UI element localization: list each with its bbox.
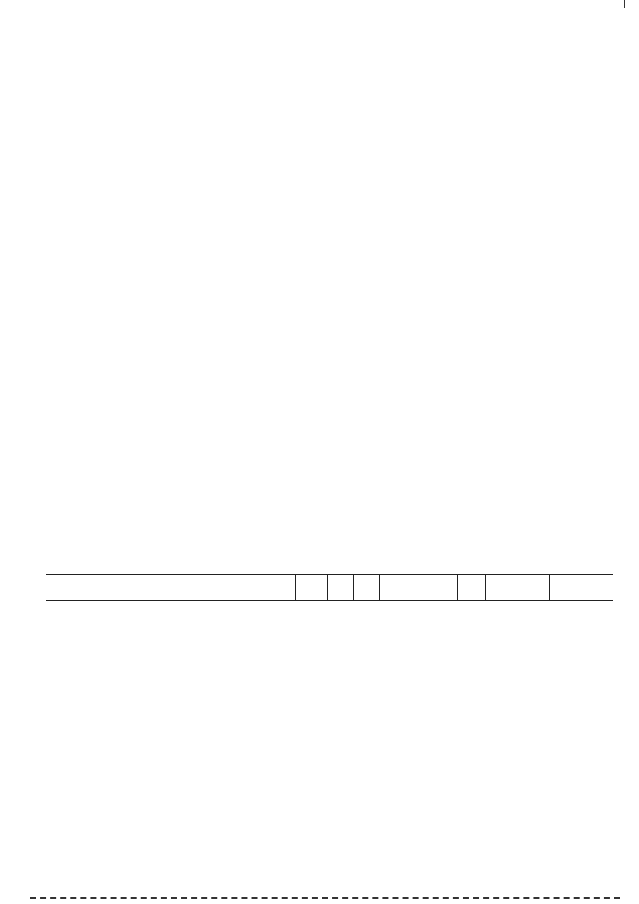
table-header: [46, 574, 613, 601]
header-csr: [380, 575, 458, 600]
header-rz: [328, 575, 354, 600]
header-sum-2024: [486, 575, 550, 600]
header-pr: [354, 575, 380, 600]
scan-footer-line: [30, 897, 620, 899]
budget-table: [46, 574, 613, 601]
header-min: [296, 575, 328, 600]
crop-mark: [624, 0, 625, 8]
header-name: [46, 575, 296, 600]
header-vr: [458, 575, 486, 600]
header-sum-2025: [550, 575, 613, 600]
